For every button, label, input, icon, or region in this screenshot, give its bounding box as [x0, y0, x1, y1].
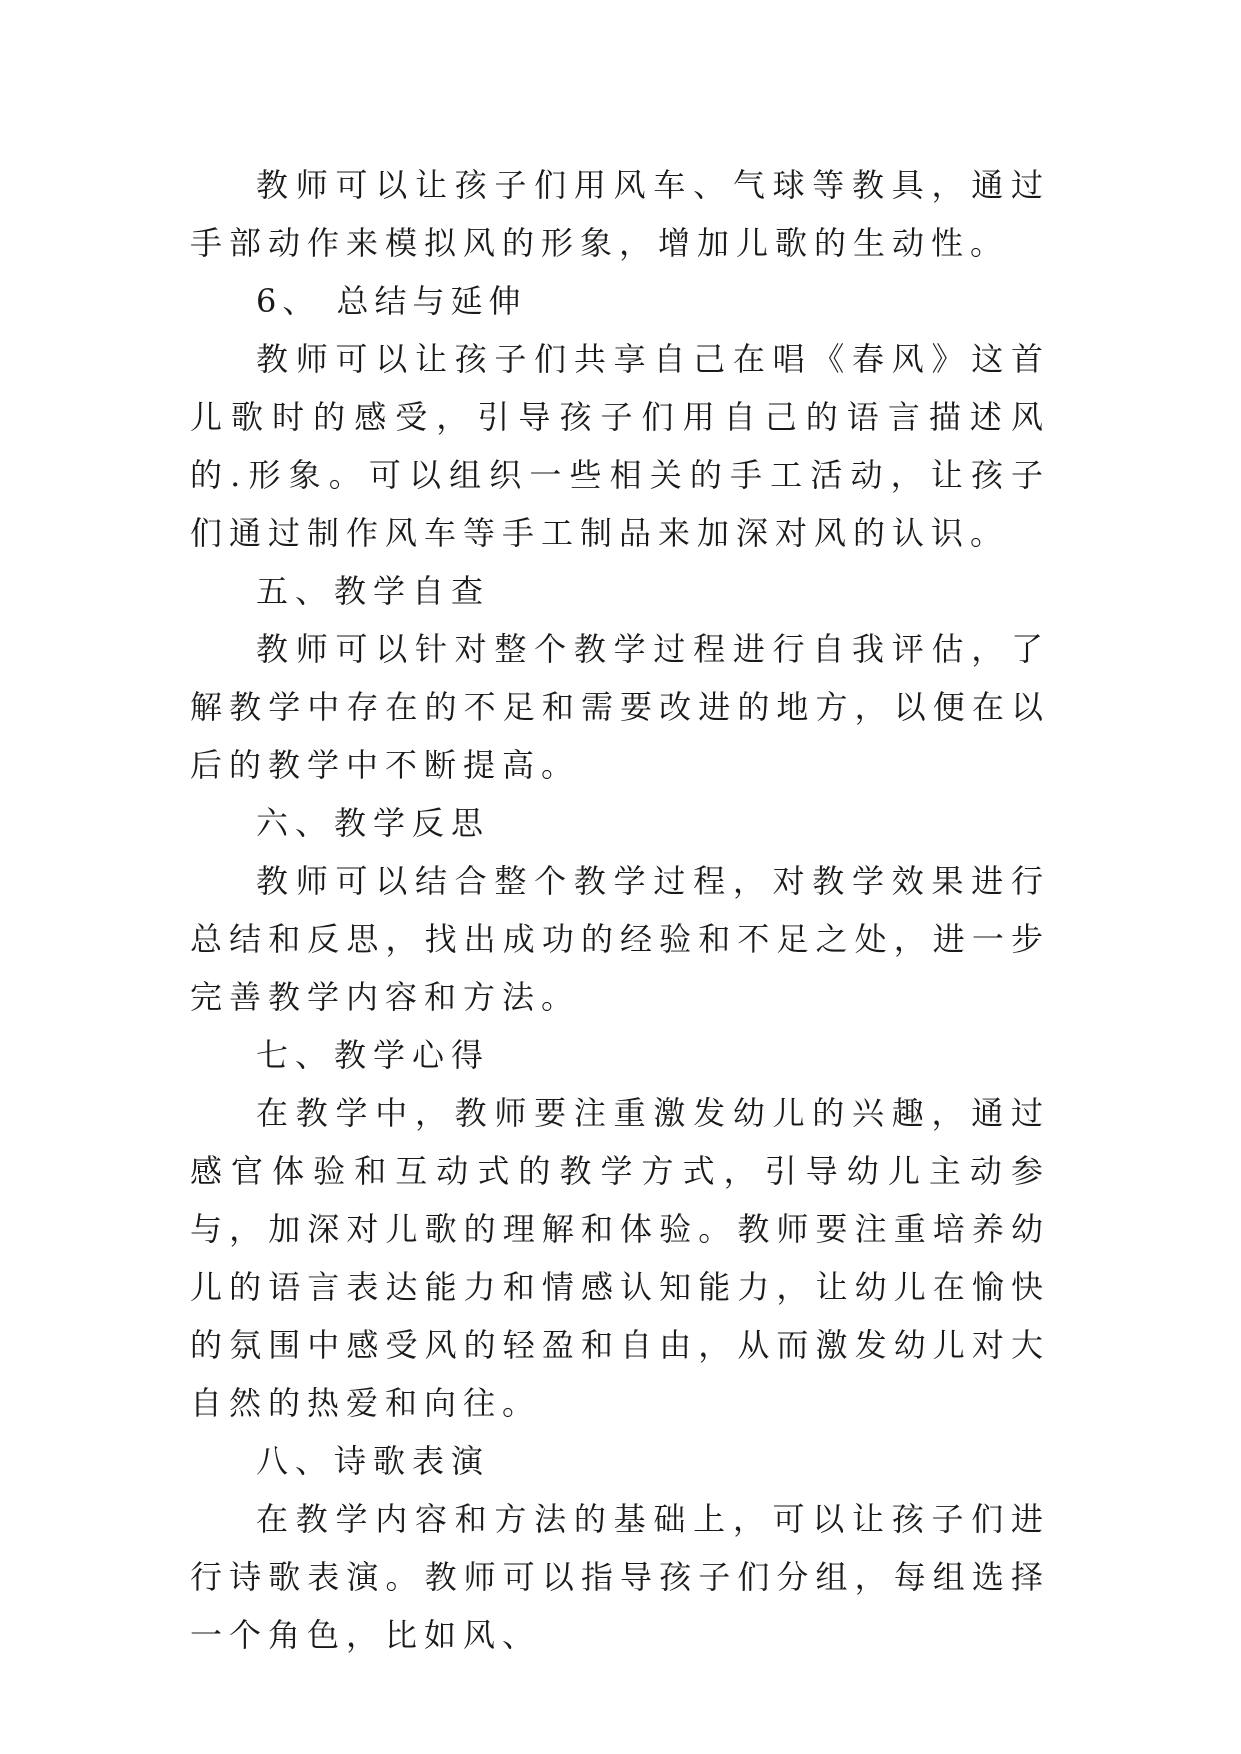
paragraph-insights: 在教学中，教师要注重激发幼儿的兴趣，通过感官体验和互动式的教学方式，引导幼儿主动参与，加深对儿歌的理解和体验。教师要注重培养幼儿的语言表达能力和情感认知能力，让幼儿在愉快的氛围中感受风的轻盈和自由，从而激发幼儿对大自然的热爱和向往。 — [190, 1094, 1050, 1422]
paragraph-self-check: 教师可以针对整个教学过程进行自我评估，了解教学中存在的不足和需要改进的地方，以便在以后的教学中不断提高。 — [190, 630, 1050, 784]
paragraph-summary-extension: 教师可以让孩子们共享自己在唱《春风》这首儿歌时的感受，引导孩子们用自己的语言描述风的.形象。可以组织一些相关的手工活动，让孩子们通过制作风车等手工制品来加深对风的认识。 — [190, 340, 1050, 552]
paragraph-teaching-aids: 教师可以让孩子们用风车、气球等教具，通过手部动作来模拟风的形象，增加儿歌的生动性。 — [190, 166, 1050, 262]
heading-self-check: 五、教学自查 — [256, 572, 491, 610]
heading-poetry-performance: 八、诗歌表演 — [256, 1442, 491, 1480]
paragraph-reflection: 教师可以结合整个教学过程，对教学效果进行总结和反思，找出成功的经验和不足之处，进一步完善教学内容和方法。 — [190, 862, 1050, 1016]
heading-insights: 七、教学心得 — [256, 1036, 491, 1074]
heading-reflection: 六、教学反思 — [256, 804, 491, 842]
paragraph-poetry-performance: 在教学内容和方法的基础上，可以让孩子们进行诗歌表演。教师可以指导孩子们分组，每组选择一个角色，比如风、 — [190, 1500, 1050, 1654]
heading-summary-extension: 6、 总结与延伸 — [256, 282, 527, 320]
document-body — [190, 156, 1050, 1664]
